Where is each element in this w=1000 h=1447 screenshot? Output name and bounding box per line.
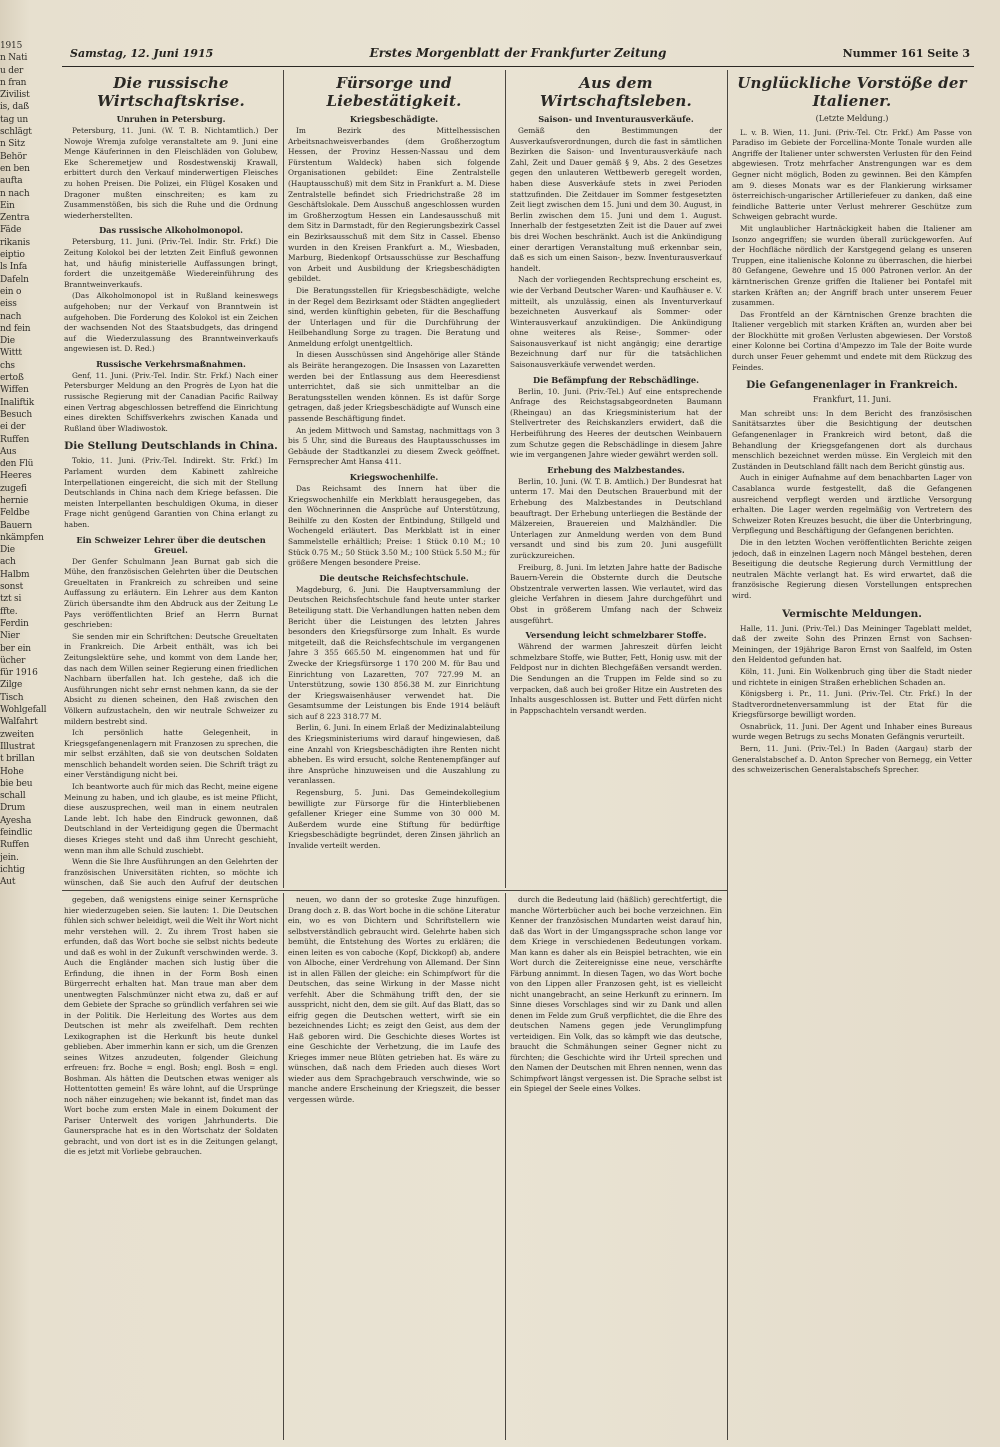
- paragraph: Das Frontfeld an der Kärntnischen Grenze brachten die Italiener vergeblich mit starken Kräften an, wurden aber bei der Blockhütte mit großen Verlusten abgewiesen. Der Vorstoß einer Kolonne bei Cortina d'Ampezzo im Tale der Boite wurde durch unser Feuer gehemmt und endete mit dem Rückzug des Feindes.: [732, 309, 972, 372]
- paragraph: An jedem Mittwoch und Samstag, nachmittags von 3 bis 5 Uhr, sind die Bureaus des Hauptausschusses im Gebäude der Stadtkanzlei zu diesem Zweck geöffnet. Fernsprecher Amt Hansa 411.: [288, 425, 500, 467]
- feuilleton-column-3: [510, 895, 722, 1440]
- edge-text-fragment: Walfahrt: [0, 717, 38, 728]
- section-heading: Die Befämpfung der Rebschädlinge.: [533, 374, 699, 385]
- edge-text-fragment: n Sitz: [0, 139, 25, 150]
- edge-text-fragment: eiss: [0, 299, 17, 310]
- edge-text-fragment: Nier: [0, 631, 20, 642]
- section-heading: Russische Verkehrsmaßnahmen.: [96, 358, 246, 369]
- feuilleton-column-2: [288, 895, 500, 1440]
- issue-date: Samstag, 12. Juni 1915: [70, 47, 214, 60]
- edge-text-fragment: Zivilist: [0, 90, 30, 101]
- edge-text-fragment: nd fein: [0, 323, 31, 334]
- paragraph: L. v. B. Wien, 11. Juni. (Priv.-Tel. Ctr. Frkf.) Am Passe von Paradiso im Gebiete der Forcellina-Monte Tonale wurden alle Angriffe der Italiener unter schwersten Verlusten für den Feind abgewiesen. Trotz mehrfacher Anstrengungen war es dem Gegner nicht möglich, Boden zu gewinnen. Bei den Kämpfen am 9. dieses Monats war es der Flankierung wirksamer österreichisch-ungarischer Artilleriefeuer zu danken, daß eine feindliche Batterie unter Verlust mehrerer Geschütze zum Schweigen gebracht wurde.: [732, 127, 972, 222]
- edge-text-fragment: Illustrat: [0, 741, 35, 752]
- edge-text-fragment: rikanis: [0, 237, 30, 248]
- edge-text-fragment: Wittt: [0, 348, 22, 359]
- edge-text-fragment: sonst: [0, 582, 24, 593]
- edge-text-fragment: Halbm: [0, 569, 30, 580]
- edge-text-fragment: hernie: [0, 495, 29, 506]
- section-heading: Unruhen in Petersburg.: [116, 114, 226, 124]
- edge-text-fragment: en ben: [0, 163, 30, 174]
- article-title: Unglückliche Vorstöße der Italiener.: [737, 74, 967, 110]
- edge-text-fragment: Aut: [0, 877, 16, 888]
- section-heading: Versendung leicht schmelzbarer Stoffe.: [525, 630, 707, 641]
- edge-text-fragment: Zilge: [0, 680, 23, 691]
- paragraph: Berlin, 10. Juni. (W. T. B. Amtlich.) Der Bundesrat hat unterm 17. Mai den Deutschen Brauerbund mit der Erhebung des Malzbestandes in Deutschland beauftragt. Der Erhebung unterliegen die Bestände der Mälzereien, Brauereien und Malzhändler. Die Unterlagen zur Anmeldung werden von dem Bund versandt und sind bis zum 20. Juni ausgefüllt zurückzureichen.: [510, 476, 722, 560]
- edge-text-fragment: Feldbe: [0, 508, 30, 519]
- edge-text-fragment: u der: [0, 65, 24, 76]
- paragraph: (Das Alkoholmonopol ist in Rußland keineswegs aufgehoben; nur der Verkauf von Branntwein ist aufgehoben. Die Forderung des Kolokol ist ein Zeichen der wachsenden Not des Staatsbudgets, das dringend auf die Wiederzulassung des Branntweinverkaufs angewiesen ist. D. Red.): [64, 291, 278, 354]
- paragraph: In diesen Ausschüssen sind Angehörige aller Stände als Beiräte herangezogen. Die Insassen von Lazaretten werden bei der Entlassung aus dem Heeresdienst unterrichtet, daß sie sich unmittelbar an die Beratungsstellen wenden können. Es ist dafür Sorge getragen, daß jeder Kriegsbeschädigte auf Wunsch eine passende Beschäftigung findet.: [288, 350, 500, 424]
- edge-text-fragment: jein.: [0, 852, 19, 863]
- section-heading: Ein Schweizer Lehrer über die deutschen Greuel.: [76, 534, 266, 555]
- article-title: Die Gefangenenlager in Frankreich.: [746, 379, 958, 392]
- paragraph: Köln, 11. Juni. Ein Wolkenbruch ging über die Stadt nieder und richtete in einigen Straßen erheblichen Schaden an.: [732, 666, 972, 687]
- section-heading: Die deutsche Reichsfechtschule.: [319, 572, 469, 583]
- column-welfare: [288, 72, 500, 887]
- section-heading: Kriegsbeschädigte.: [349, 114, 439, 124]
- newspaper-title: Erstes Morgenblatt der Frankfurter Zeitung: [369, 46, 667, 60]
- edge-text-fragment: chs: [0, 360, 15, 371]
- paragraph: Gemäß den Bestimmungen der Ausverkaufsverordnungen, durch die fast in sämtlichen Bezirken die Saison- und Inventurausverkäufe nach Zahl, Zeit und Dauer gemäß § 9, Abs. 2 des Gesetzes gegen den unlauteren Wettbewerb geregelt worden, haben diese Ausverkäufe stets in zwei Perioden stattzufinden. Die Zeitdauer im Sommer festgesetzten Zeit liegt zwischen dem 15. Juni und dem 30. August, in Berlin zwischen dem 15. Juni und dem 1. August. Innerhalb der festgesetzten Zeit ist die Dauer auf zwei bis drei Wochen beschränkt. Auch ist die Ankündigung einer derartigen Veranstaltung muß erkennbar sein, daß es sich um einen Saison-, bezw. Inventurausverkauf handelt.: [510, 126, 722, 273]
- edge-text-fragment: schlägt: [0, 127, 32, 138]
- edge-text-fragment: ls Infa: [0, 262, 28, 273]
- edge-text-fragment: ertoß: [0, 373, 24, 384]
- paragraph: Tokio, 11. Juni. (Priv.-Tel. Indirekt. Str. Frkf.) Im Parlament wurden dem Kabinett zahlreiche Interpellationen eingereicht, die sich mit der Stellung Deutschlands in China nach dem Kriege befassen. Die meisten Interpellanten beschuldigen Okuma, in dieser Frage nicht genügend Garantien von China erlangt zu haben.: [64, 456, 278, 529]
- edge-text-fragment: ber ein: [0, 643, 31, 654]
- paragraph: Im Bezirk des Mittelhessischen Arbeitsnachweisverbandes (dem Großherzogtum Hessen, der Provinz Hessen-Nassau und dem Fürstentum Waldeck) haben sich folgende Organisationen gebildet: Eine Zentralstelle (Hauptausschuß) mit dem Sitz in Frankfurt a. M. Diese Zentralstelle befindet sich Friedrichstraße 28 im Geschäftslokale. Dem Ausschuß angeschlossen wurden im Großherzogtum Hessen ein Landesausschuß mit dem Sitz in Darmstadt, für den Regierungsbezirk Cassel ein Bezirksausschuß mit dem Sitz in Cassel. Ebenso wurden in den Kreisen Frankfurt a. M., Wiesbaden, Marburg, Biedenkopf Ortsausschüsse zur Beschaffung von Arbeit und Ausbildung der Kriegsbeschädigten gebildet.: [288, 126, 500, 284]
- paragraph: Genf, 11. Juni. (Priv.-Tel. Indir. Str. Frkf.) Nach einer Petersburger Meldung an den Progrès de Lyon hat die russische Regierung mit der Canadian Pacific Railway einen Vertrag abgeschlossen betreffend die Einrichtung eines direkten Schiffsverkehrs zwischen Kanada und Rußland über Wladiwostok.: [64, 370, 278, 433]
- edge-text-fragment: Inaliftik: [0, 397, 34, 408]
- column-rule: [283, 70, 284, 888]
- edge-text-fragment: Heeres: [0, 471, 32, 482]
- edge-text-fragment: Dafeln: [0, 274, 29, 285]
- edge-text-fragment: Bauern: [0, 520, 33, 531]
- paragraph: Sie senden mir ein Schriftchen: Deutsche Greueltaten in Frankreich. Die Arbeit enthält, was ich bei Zeitungslektüre sehe, und kommt von dem Lande her, das nach dem Willen seiner Regierung einen friedlichen Nachbarn überfallen hat. Ich gestehe, daß ich die Ausführungen nicht sehr ernst nehmen kann, da sie der Absicht zu dienen scheinen, den Haß zwischen den Völkern aufzustacheln, den wir neutrale Schweizer zu mildern bestrebt sind.: [64, 631, 278, 726]
- edge-text-fragment: Zentra: [0, 213, 30, 224]
- paragraph: Osnabrück, 11. Juni. Der Agent und Inhaber eines Bureaus wurde wegen Betrugs zu sechs Monaten Gefängnis verurteilt.: [732, 721, 972, 742]
- edge-text-fragment: Tisch: [0, 692, 24, 703]
- paragraph: Magdeburg, 6. Juni. Die Hauptversammlung der Deutschen Reichsfechtschule fand heute unter starker Beteiligung statt. Die Verhandlungen hatten neben dem Bericht über die Leistungen des letzten Jahres besonders den Kriegsfürsorge zum Inhalt. Es wurde mitgeteilt, daß die Reichsfechtschule im vergangenen Jahre 3 355 665.50 M. eingenommen hat und für Zwecke der Kriegsfürsorge 1 170 200 M. für Bau und Einrichtung von Lazaretten, 707 727.99 M. an Unterstützung, sowie 130 856.38 M. zur Einrichtung der Kriegswaisenhäuser verwendet hat. Die Gesamtsumme der Leistungen bis Ende 1914 beläuft sich auf 8 223 318.77 M.: [288, 584, 500, 721]
- edge-text-fragment: Hohe: [0, 766, 24, 777]
- paragraph: Nach der vorliegenden Rechtsprechung erscheint es, wie der Verband Deutscher Waren- und Kaufhäuser e. V. mitteilt, als unzulässig, einen als Inventurverkauf bezeichneten Ausverkauf als Sommer- oder Winterausverkauf anzukündigen. Die Ankündigung ohne weiteres als Reise-, Sommer- oder Saisonausverkauf ist nicht angängig; eine derartige Bezeichnung darf nur für die tatsächlichen Saisonausverkäufe verwendet werden.: [510, 275, 722, 370]
- column-rule: [727, 70, 728, 1440]
- column-rule: [283, 893, 284, 1440]
- edge-text-fragment: feindlic: [0, 828, 33, 838]
- paragraph: Freiburg, 8. Juni. Im letzten Jahre hatte der Badische Bauern-Verein die Obsternte durch die Deutsche Obstzentrale verwerten lassen. Wie verlautet, wird das gleiche Verfahren in diesem Jahre durchgeführt und Obst in größerem Umfang nach der Schweiz ausgeführt.: [510, 562, 722, 625]
- edge-text-fragment: nkämpfen: [0, 532, 44, 543]
- paragraph: Der Genfer Schulmann Jean Burnat gab sich die Mühe, den französischen Gelehrten über die Deutschen Greueltaten in Frankreich zu schreiben und seine Auffassung zu erläutern. Ein Lehrer aus dem Kanton Zürich übersandte ihm den Abdruck aus der Zeitung Le Pays veröffentlichten Brief an Herrn Burnat geschrieben:: [64, 556, 278, 630]
- section-heading: Kriegswochenhilfe.: [349, 472, 439, 482]
- paragraph: Petersburg, 11. Juni. (W. T. B. Nichtamtlich.) Der Nowoje Wremja zufolge veranstaltete am 9. Juni eine Menge Käuferinnen in den Fleischläden von Golubew, Eke Scheremetjew und Rosdestwenskij Krawall, erbittert durch den Verkauf minderwertigen Fleisches zu hohen Preisen. Die Polizei, ein Flügel Kosaken und Dragoner mußten einschreiten; es kam zu Zusammenstößen, bis sich die Ruhe und die Ordnung wiederherstellten.: [64, 126, 278, 220]
- paragraph: Ich beantworte auch für mich das Recht, meine eigene Meinung zu haben, und ich glaube, es ist meine Pflicht, diese auszusprechen, weil man in einem neutralen Lande lebt. Ich habe den Eindruck gewonnen, daß Deutschland in der Verteidigung gegen die Übermacht dieses Krieges steht und daß ihm Unrecht geschieht, wenn man ihm alle Schuld zuschiebt.: [64, 782, 278, 855]
- edge-text-fragment: tag un: [0, 114, 28, 125]
- edge-text-fragment: schall: [0, 791, 26, 802]
- paragraph: Bern, 11. Juni. (Priv.-Tel.) In Baden (Aargau) starb der Generalstabschef a. D. Anton Sprecher von Bernegg, ein Vetter des schweizerischen Generalstabschefs Sprecher.: [732, 744, 972, 775]
- edge-text-fragment: Fäde: [0, 225, 22, 236]
- section-heading: Saison- und Inventurausverkäufe.: [538, 114, 694, 124]
- dateline: Frankfurt, 11. Juni.: [812, 395, 892, 405]
- edge-text-fragment: Ein: [0, 200, 15, 211]
- paragraph: Das Reichsamt des Innern hat über die Kriegswochenhilfe ein Merkblatt herausgegeben, das den Wöchnerinnen die Ansprüche auf Unterstützung, Beihilfe zu den Kosten der Entbindung, Stillgeld und Wochengeld erläutert. Das Merkblatt ist in einer Sammelstelle erhältlich; Preise: 1 Stück 0.10 M.; 10 Stück 0.75 M.; 50 Stück 3.50 M.; 100 Stück 5.50 M.; für größere Mengen besondere Preise.: [288, 484, 500, 568]
- feuilleton-column-1: [64, 895, 278, 1440]
- edge-text-fragment: ücher: [0, 655, 26, 666]
- edge-text-fragment: für 1916: [0, 668, 38, 679]
- paragraph: Man schreibt uns: In dem Bericht des französischen Sanitätsarztes über die Besichtigung der deutschen Gefangenenlager in Frankreich wird betont, daß die Behandlung der Kriegsgefangenen dort als durchaus menschlich bezeichnet werden müsse. Ein Vergleich mit den Zuständen in Deutschland fällt nach dem Bericht günstig aus.: [732, 408, 972, 471]
- column-economy: [510, 72, 722, 887]
- paragraph: Königsberg i. Pr., 11. Juni. (Priv.-Tel. Ctr. Frkf.) In der Stadtverordnetenversammlung ist der Etat für die Kriegsfürsorge bewilligt worden.: [732, 689, 972, 720]
- edge-text-fragment: Die: [0, 545, 15, 556]
- article-title: Die russische Wirtschaftskrise.: [97, 74, 245, 110]
- edge-text-fragment: ei der: [0, 422, 26, 433]
- edge-text-fragment: Die: [0, 336, 15, 347]
- paragraph: Regensburg, 5. Juni. Das Gemeindekollegium bewilligte zur Fürsorge für die Hinterbliebenen gefallener Krieger eine Summe von 30 000 M. Außerdem wurde eine Stiftung für bedürftige Kriegsbeschädigte begründet, deren Zinsen jährlich an Invalide verteilt werden.: [288, 788, 500, 850]
- issue-number: Nummer 161 Seite 3: [842, 47, 970, 60]
- paragraph: Die Beratungsstellen für Kriegsbeschädigte, welche in der Regel dem Bezirksamt oder Städten angegliedert sind, werden künftighin gebeten, für die Beschaffung der Unterlagen und für die Durchführung der Heilbehandlung Sorge zu tragen. Die Beratung und Anmeldung erfolgt unentgeltlich.: [288, 285, 500, 348]
- article-title: Fürsorge und Liebestätigkeit.: [326, 74, 462, 110]
- paragraph: Auch in einiger Aufnahme auf dem benachbarten Lager von Casablanca wurde festgestellt, daß die Gefangenen ausreichend verpflegt werden und ärztliche Versorgung erhalten. Die Lager werden regelmäßig von Vertretern des Schweizer Roten Kreuzes besucht, die über die Unterbringung, Verpflegung und Beschäftigung der Gefangenen berichten.: [732, 473, 972, 536]
- edge-text-fragment: den Flü: [0, 459, 34, 470]
- paragraph: Halle, 11. Juni. (Priv.-Tel.) Das Meininger Tageblatt meldet, daß der zweite Sohn des Prinzen Ernst von Sachsen-Meiningen, der 19jährige Baron Ernst von Saalfeld, im Osten den Heldentod gefunden hat.: [732, 623, 972, 665]
- column-rule: [505, 893, 506, 1440]
- edge-text-fragment: Drum: [0, 803, 26, 814]
- column-italian-front: [732, 72, 972, 1440]
- edge-text-fragment: Ruffen: [0, 434, 30, 445]
- section-rule: [62, 890, 727, 891]
- edge-text-fragment: n fran: [0, 77, 27, 88]
- edge-text-fragment: Wiffen: [0, 385, 29, 396]
- edge-text-fragment: zugefi: [0, 483, 27, 494]
- column-rule: [505, 70, 506, 888]
- edge-text-fragment: n nach: [0, 188, 30, 199]
- edge-text-fragment: aufta: [0, 176, 23, 187]
- paragraph: Während der warmen Jahreszeit dürfen leicht schmelzbare Stoffe, wie Butter, Fett, Honig usw. mit der Feldpost nur in dichten Blechgefäßen versandt werden. Die Sendungen an die Truppen im Felde sind so zu verpacken, daß auch bei großer Hitze ein Austreten des Inhalts ausgeschlossen ist. Butter und Fett dürfen nicht in Pappschachteln versandt werden.: [510, 642, 722, 715]
- edge-text-fragment: Ruffen: [0, 840, 30, 851]
- paragraph: Mit unglaublicher Hartnäckigkeit haben die Italiener am Isonzo angegriffen; sie wurden überall zurückgeworfen. Auf der Hochfläche nördlich der Karstgegend gelang es unseren Truppen, eine italienische Kolonne zu überraschen, die hierbei 80 Gefangene, Gewehre und 15 000 Patronen verlor. An der kärntnerischen Grenze griffen die Italiener bei Pontafel mit starken Kräften an; der Angriff brach unter unserem Feuer zusammen.: [732, 223, 972, 308]
- paragraph: Ich persönlich hatte Gelegenheit, in Kriegsgefangenenlagern mit Franzosen zu sprechen, die mir selbst erzählten, daß sie von deutschen Soldaten menschlich behandelt worden seien. Die Schrift trägt zu einer Verständigung nicht bei.: [64, 728, 278, 780]
- edge-text-fragment: bie beu: [0, 778, 33, 789]
- edge-text-fragment: zweiten: [0, 729, 34, 740]
- edge-text-fragment: tzt si: [0, 594, 22, 605]
- paragraph: Wenn die Sie Ihre Ausführungen an den Gelehrten der französischen Universitäten richten, so möchte ich wünschen, daß Sie auch den Aufruf der deutschen: [64, 857, 278, 887]
- paragraph: Berlin, 10. Juni. (Priv.-Tel.) Auf eine entsprechende Anfrage des Reichstagsabgeordneten Baumann (Rheingau) an das Kriegsministerium hat der Stellvertreter des Reichskanzlers erwidert, daß die Herbeiführung des Heeres der deutschen Weinbauern zum Schutze gegen die Rebschädlinge in diesem Jahre wie im vergangenen Jahre wieder gewährt werden soll.: [510, 386, 722, 460]
- paragraph: Die in den letzten Wochen veröffentlichten Berichte zeigen jedoch, daß in einzelnen Lagern noch Mängel bestehen, deren Beseitigung die deutsche Regierung durch Vermittlung der neutralen Mächte verlangt hat. Es wird erwartet, daß die französische Regierung diesen Vorstellungen entsprechen wird.: [732, 537, 972, 600]
- article-title: Vermischte Meldungen.: [782, 607, 922, 620]
- article-title: Die Stellung Deutschlands in China.: [64, 440, 278, 453]
- section-heading: Erhebung des Malzbestandes.: [547, 464, 685, 475]
- section-heading: Das russische Alkoholmonopol.: [99, 225, 243, 236]
- edge-text-fragment: Behör: [0, 151, 27, 162]
- column-russian-economy: [64, 72, 278, 887]
- edge-text-fragment: Ferdin: [0, 618, 29, 629]
- edge-text-fragment: t brillan: [0, 754, 35, 765]
- edge-text-fragment: 1915: [0, 41, 23, 51]
- edge-text-fragment: Besuch: [0, 409, 32, 420]
- paragraph: gegeben, daß wenigstens einige seiner Kernsprüche hier wiederzugeben seien. Sie lauten: 1. Die Deutschen fühlen sich schwer beleidigt, weil die Welt ihr Wort nicht mehr verstehen will. 2. Zu ihrem Trost haben sie erfunden, daß das Wort boche sie selbst nichts bedeute und daß es wohl in der Zukunft verschwinden werde. 3. Auch die Engländer machen sich lustig über die Erfindung, die ihnen in der Form Bosh einen Bürgerrecht erhalten hat. Man traue man aber dem unentwegten Falschmünzer nicht etwa zu, daß er auf dem Gebiete der Sprache so gründlich verfahren sei wie in der Politik. Die Herleitung des Wortes aus dem Deutschen ist mehr als zweifelhaft. Dem rechten Lexikographen ist die Herkunft bis heute dunkel geblieben. Aber immerhin kann er sich, um die Grenzen seines Witzes anzudeuten, folgender Gleichung erfreuen: frz. Boche = engl. Bosh; engl. Bosh = engl. Boshman. Als hätten die Deutschen etwas weniger als Hottentotten gemein! Es wäre lohnt, auf die Ursprünge noch näher einzugehen; wie bekannt ist, findet man das Wort boche zum ersten Male in einem Dokument der Pariser Unterwelt des vorigen Jahrhunderts. Die Gaunersprache hat es in den Wortschatz der Soldaten gebracht, und von dort ist es in die Zeitungen gelangt, die es jetzt mit Vorliebe gebrauchen.: [64, 895, 278, 1156]
- paragraph: Berlin, 6. Juni. In einem Erlaß der Medizinalabteilung des Kriegsministeriums wird darauf hingewiesen, daß eine Anzahl von Kriegsbeschädigten ihre Renten nicht abheben. Es wird ersucht, solche Rentenempfänger auf ihre Ansprüche hinzuweisen und die Auszahlung zu veranlassen.: [288, 723, 500, 786]
- edge-text-fragment: ichtig: [0, 864, 25, 875]
- paragraph: neuen, wo dann der so groteske Zuge hinzufügen. Drang doch z. B. das Wort boche in die schöne Literatur ein, wo es von Dichtern und Schriftstellern wie selbstverständlich gebraucht wird. Gelehrte haben sich bemüht, die Entstehung des Wortes zu erklären; die einen leiten es von caboche (Kopf, Dickkopf) ab, andere von Alboche, einer Verdrehung von Allemand. Der Sinn ist in allen Fällen der gleiche: ein Schimpfwort für die Deutschen, das seine Wirkung in der Masse nicht verfehlt. Aber die Schmähung trifft den, der sie ausspricht, nicht den, dem sie gilt. Auf das Blatt, das so eifrig gegen die Deutschen wettert, wirft sie ein bezeichnendes Licht; es zeigt den Geist, aus dem der Haß geboren wird. Die Geschichte dieses Wortes ist eine Geschichte der Verhetzung, die im Laufe des Krieges immer neue Blüten getrieben hat. Es wäre zu wünschen, daß nach dem Frieden auch dieses Wort wieder aus dem Sprachgebrauch verschwinde, wie so manche andere Erscheinung der Kriegszeit, die besser vergessen würde.: [288, 895, 500, 1104]
- edge-text-fragment: is, daß: [0, 102, 29, 113]
- edge-text-fragment: Ayesha: [0, 815, 32, 826]
- paragraph: Petersburg, 11. Juni. (Priv.-Tel. Indir. Str. Frkf.) Die Zeitung Kolokol bei der letzten Zeit Einfluß gewonnen hat, und häufig ministerielle Auffassungen bringt, fordert die unzeitgemäße Wiedereinführung des Branntweinverkaufs.: [64, 237, 278, 289]
- edge-text-fragment: ein o: [0, 286, 22, 297]
- paragraph: durch die Bedeutung laid (häßlich) gerechtfertigt, die manche Wörterbücher auch bei boche verzeichnen. Ein Kenner der französischen Mundarten weist darauf hin, daß das Wort in der Umgangssprache schon lange vor dem Kriege in verschiedenen Bedeutungen vorkam. Man kann es daher als ein Beispiel betrachten, wie ein Wort durch die Zeitereignisse eine neue, verschärfte Färbung annimmt. In diesen Tagen, wo das Wort boche von den Lippen aller Franzosen geht, ist es vielleicht nicht unangebracht, an seine Herkunft zu erinnern. Im Sinne dieses Vorschlages sind wir zu Dank und allen denen im Felde zum Gruß verpflichtet, die die Ehre des deutschen Namens gegen jede Verunglimpfung verteidigen. Ein Volk, das so kämpft wie das deutsche, braucht die Schmähungen seiner Gegner nicht zu fürchten; die Geschichte wird ihr Urteil sprechen und den Namen der Deutschen mit Ehren nennen, wenn das Schimpfwort längst vergessen ist. Die Sprache selbst ist ein Spiegel der Seele eines Volkes.: [510, 895, 722, 1093]
- article-title: Aus dem Wirtschaftsleben.: [540, 74, 692, 110]
- edge-text-fragment: ach: [0, 557, 16, 568]
- previous-page-edge: [0, 40, 56, 1440]
- edge-text-fragment: Wohlgefall: [0, 705, 47, 716]
- edge-text-fragment: nach: [0, 311, 22, 322]
- edge-text-fragment: n Nati: [0, 53, 28, 64]
- masthead: [62, 44, 974, 67]
- edge-text-fragment: ffte.: [0, 606, 18, 617]
- edge-text-fragment: eiptio: [0, 250, 25, 261]
- subtitle: (Letzte Meldung.): [815, 114, 889, 123]
- edge-text-fragment: Aus: [0, 446, 17, 457]
